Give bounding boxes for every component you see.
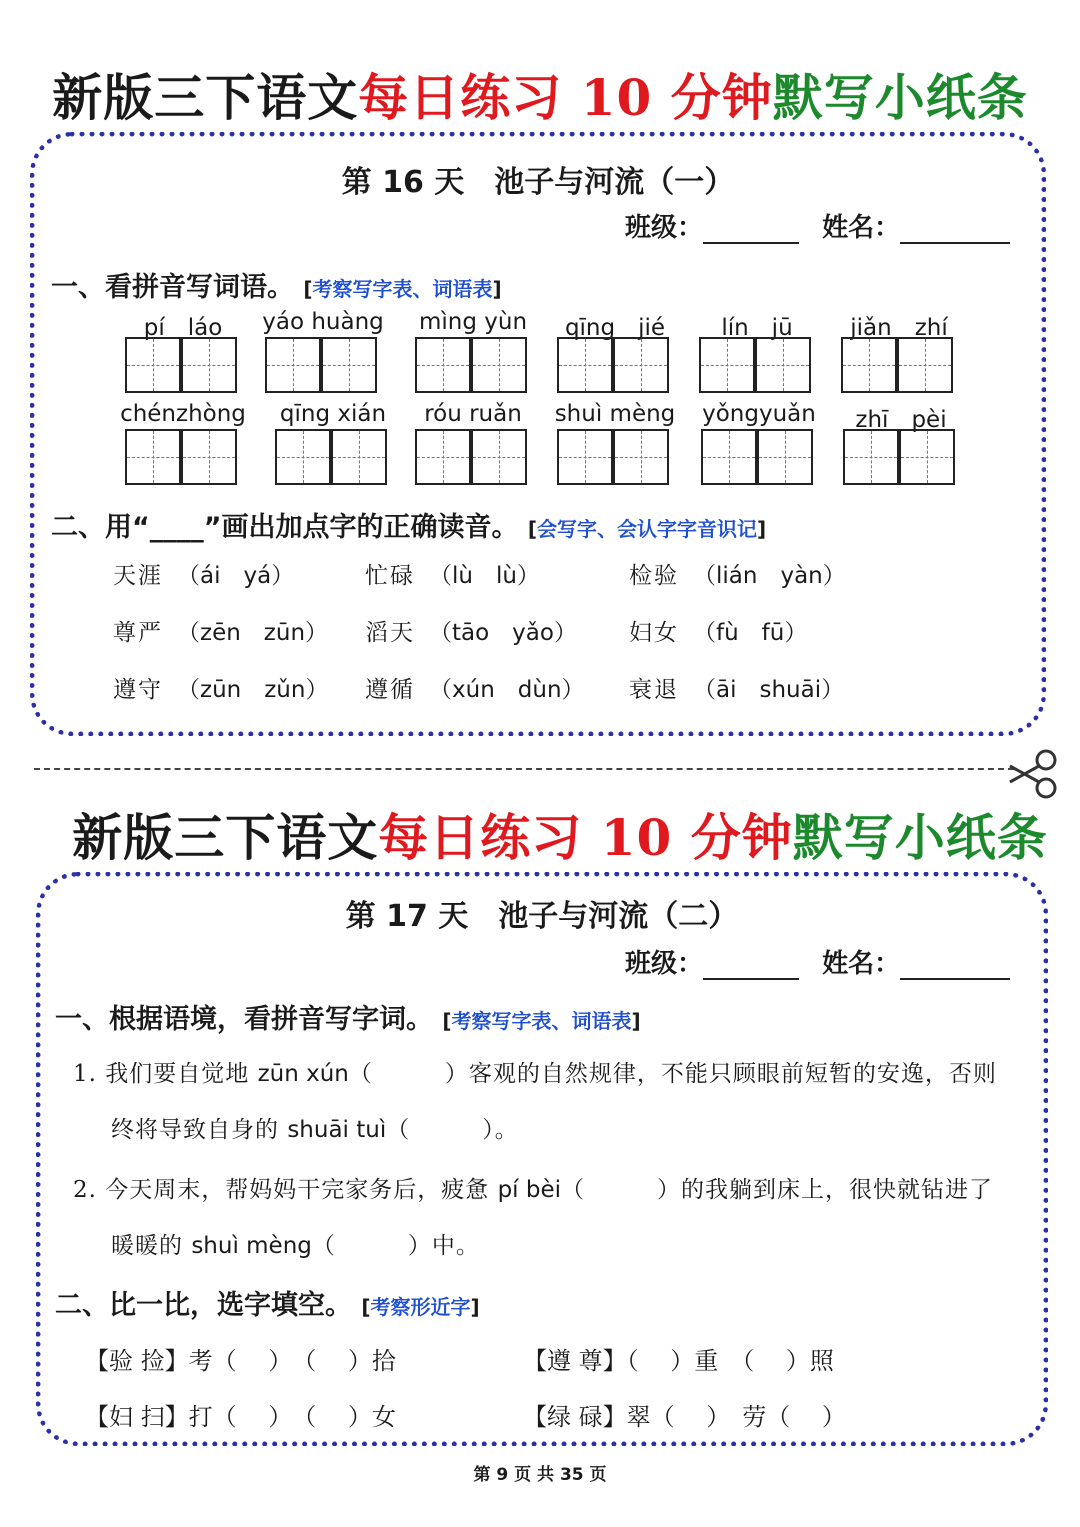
- tianzi-box[interactable]: [275, 429, 331, 485]
- tianzi-box[interactable]: [181, 337, 237, 393]
- section-title: 一、看拼音写词语。: [51, 272, 294, 303]
- pinyin-text: yáo huàng: [262, 309, 384, 335]
- name-label: 姓名：: [822, 213, 901, 243]
- section-tag: [考察写字表、词语表]: [303, 277, 502, 301]
- tianzi-box[interactable]: [265, 337, 321, 393]
- class-blank[interactable]: [703, 242, 799, 244]
- pinyin-text: shuì mèng: [554, 401, 676, 427]
- reading-word: 遵循: [365, 677, 415, 703]
- card2-title: 第 17 天 池子与河流（二）: [345, 899, 739, 934]
- question-pinyin: shuì mèng: [191, 1233, 312, 1259]
- card1-namebar: [625, 207, 1010, 244]
- reading-word: 天涯: [113, 563, 163, 589]
- section-tag: [会写字、会认字字音识记]: [527, 517, 767, 541]
- reading-item[interactable]: [365, 614, 577, 647]
- section-title: 二、用“____”画出加点字的正确读音。: [51, 512, 519, 543]
- banner-part2: 每日练习 10 分钟: [378, 808, 793, 867]
- pinyin-text: qīng jié: [564, 315, 666, 341]
- banner-part3: 默写小纸条: [792, 808, 1048, 867]
- tianzi-box[interactable]: [699, 337, 755, 393]
- section-title: 一、根据语境，看拼音写字词。: [55, 1004, 433, 1035]
- reading-word: 衰退: [629, 677, 679, 703]
- page-number: 第 9 页 共 35 页: [473, 1465, 607, 1485]
- card2-section1-heading: [55, 997, 641, 1036]
- reading-options: （tāo yǎo）: [429, 620, 577, 646]
- pinyin-text: lín jū: [721, 315, 793, 341]
- tianzi-box[interactable]: [757, 429, 813, 485]
- compare-row-1-left[interactable]: 【验 捡】考（ ） （ ）拾: [85, 1347, 396, 1375]
- compare-row-2-right[interactable]: 【绿 碌】翠（ ） 劳（ ）: [523, 1403, 846, 1431]
- banner-part3: 默写小纸条: [772, 68, 1028, 127]
- tianzi-box[interactable]: [557, 429, 613, 485]
- reading-item[interactable]: [629, 557, 846, 590]
- tianzi-box[interactable]: [701, 429, 757, 485]
- question-pinyin: shuāi tuì: [287, 1117, 387, 1143]
- tianzi-box[interactable]: [755, 337, 811, 393]
- pinyin-text: zhī pèi: [855, 407, 947, 433]
- section-tag: [考察写字表、词语表]: [442, 1009, 641, 1033]
- section-tag: [考察形近字]: [361, 1295, 480, 1319]
- tianzi-box[interactable]: [331, 429, 387, 485]
- tianzi-box[interactable]: [841, 337, 897, 393]
- name-blank[interactable]: [900, 978, 1010, 980]
- pinyin-text: chénzhòng: [120, 401, 246, 427]
- reading-options: （fù fū）: [693, 620, 808, 646]
- card2-section2-heading: [55, 1283, 480, 1322]
- tianzi-box[interactable]: [613, 337, 669, 393]
- banner-bottom: [20, 798, 1080, 870]
- compare-row-2-left[interactable]: 【妇 扫】打（ ） （ ）女: [85, 1403, 396, 1431]
- tianzi-box[interactable]: [613, 429, 669, 485]
- reading-options: （āi shuāi）: [693, 677, 845, 703]
- reading-options: （lián yàn）: [693, 563, 846, 589]
- scissors-icon: [1006, 748, 1062, 800]
- cut-line: [34, 768, 1014, 770]
- tianzi-box[interactable]: [471, 429, 527, 485]
- pinyin-text: mìng yùn: [418, 309, 528, 335]
- question-1-line-a: 1. 我们要自觉地 zūn xún（ ）客观的自然规律，不能只顾眼前短暂的安逸，否则: [73, 1061, 997, 1087]
- reading-item[interactable]: [113, 614, 328, 647]
- reading-options: （zēn zūn）: [177, 620, 329, 646]
- name-label: 姓名：: [822, 949, 901, 979]
- tianzi-box[interactable]: [415, 429, 471, 485]
- reading-word: 忙碌: [365, 563, 415, 589]
- reading-item[interactable]: [629, 614, 807, 647]
- reading-word: 检验: [629, 563, 679, 589]
- reading-word: 遵守: [113, 677, 163, 703]
- question-pinyin: pí bèi: [497, 1177, 562, 1203]
- card1-section2-heading: [51, 505, 766, 544]
- banner-top: [0, 58, 1080, 130]
- tianzi-box[interactable]: [899, 429, 955, 485]
- class-label: 班级：: [625, 213, 704, 243]
- reading-item[interactable]: [113, 557, 294, 590]
- card1-section1-heading: [51, 265, 502, 304]
- tianzi-box[interactable]: [181, 429, 237, 485]
- answer-blank[interactable]: （ ）的我躺到床上，很快就钻进了: [561, 1177, 994, 1203]
- tianzi-box[interactable]: [843, 429, 899, 485]
- question-2-line-a: 2. 今天周末，帮妈妈干完家务后，疲惫 pí bèi（ ）的我躺到床上，很快就钻进了: [73, 1177, 994, 1203]
- banner-part1: 新版三下语文: [72, 808, 379, 867]
- reading-word: 妇女: [629, 620, 679, 646]
- class-label: 班级：: [625, 949, 704, 979]
- pinyin-text: yǒngyuǎn: [702, 401, 816, 427]
- question-1-line-b: 终将导致自身的 shuāi tuì（ ）。: [111, 1117, 519, 1143]
- card1-title: 第 16 天 池子与河流（一）: [341, 165, 735, 200]
- reading-item[interactable]: [365, 557, 540, 590]
- pinyin-text: pí láo: [143, 315, 223, 341]
- tianzi-box[interactable]: [897, 337, 953, 393]
- tianzi-box[interactable]: [125, 429, 181, 485]
- tianzi-box[interactable]: [321, 337, 377, 393]
- tianzi-box[interactable]: [471, 337, 527, 393]
- section-title: 二、比一比，选字填空。: [55, 1290, 352, 1321]
- reading-word: 滔天: [365, 620, 415, 646]
- tianzi-box[interactable]: [125, 337, 181, 393]
- compare-row-1-right[interactable]: 【遵 尊】（ ）重 （ ）照: [523, 1347, 834, 1375]
- answer-blank[interactable]: （ ）客观的自然规律，不能只顾眼前短暂的安逸，否则: [348, 1061, 997, 1087]
- reading-options: （xún dùn）: [429, 677, 585, 703]
- reading-options: （lù lù）: [429, 563, 540, 589]
- reading-options: （ái yá）: [177, 563, 295, 589]
- card2-namebar: [625, 943, 1010, 980]
- reading-item[interactable]: [365, 671, 585, 704]
- question-pinyin: zūn xún: [257, 1061, 349, 1087]
- pinyin-text: róu ruǎn: [424, 401, 522, 427]
- reading-item[interactable]: [629, 671, 844, 704]
- worksheet-card-day16: [30, 132, 1046, 736]
- pinyin-text: jiǎn zhí: [850, 315, 948, 341]
- name-blank[interactable]: [900, 242, 1010, 244]
- question-2-line-b: 暖暖的 shuì mèng（ ）中。: [111, 1233, 480, 1259]
- pinyin-text: qīng xián: [279, 401, 387, 427]
- reading-options: （zūn zǔn）: [177, 677, 329, 703]
- answer-blank[interactable]: （ ）中。: [311, 1233, 480, 1259]
- worksheet-card-day17: [36, 872, 1048, 1446]
- tianzi-box[interactable]: [415, 337, 471, 393]
- banner-part2: 每日练习 10 分钟: [358, 68, 773, 127]
- banner-part1: 新版三下语文: [52, 68, 359, 127]
- reading-word: 尊严: [113, 620, 163, 646]
- tianzi-box[interactable]: [557, 337, 613, 393]
- answer-blank[interactable]: （ ）。: [386, 1117, 519, 1143]
- reading-item[interactable]: [113, 671, 328, 704]
- class-blank[interactable]: [703, 978, 799, 980]
